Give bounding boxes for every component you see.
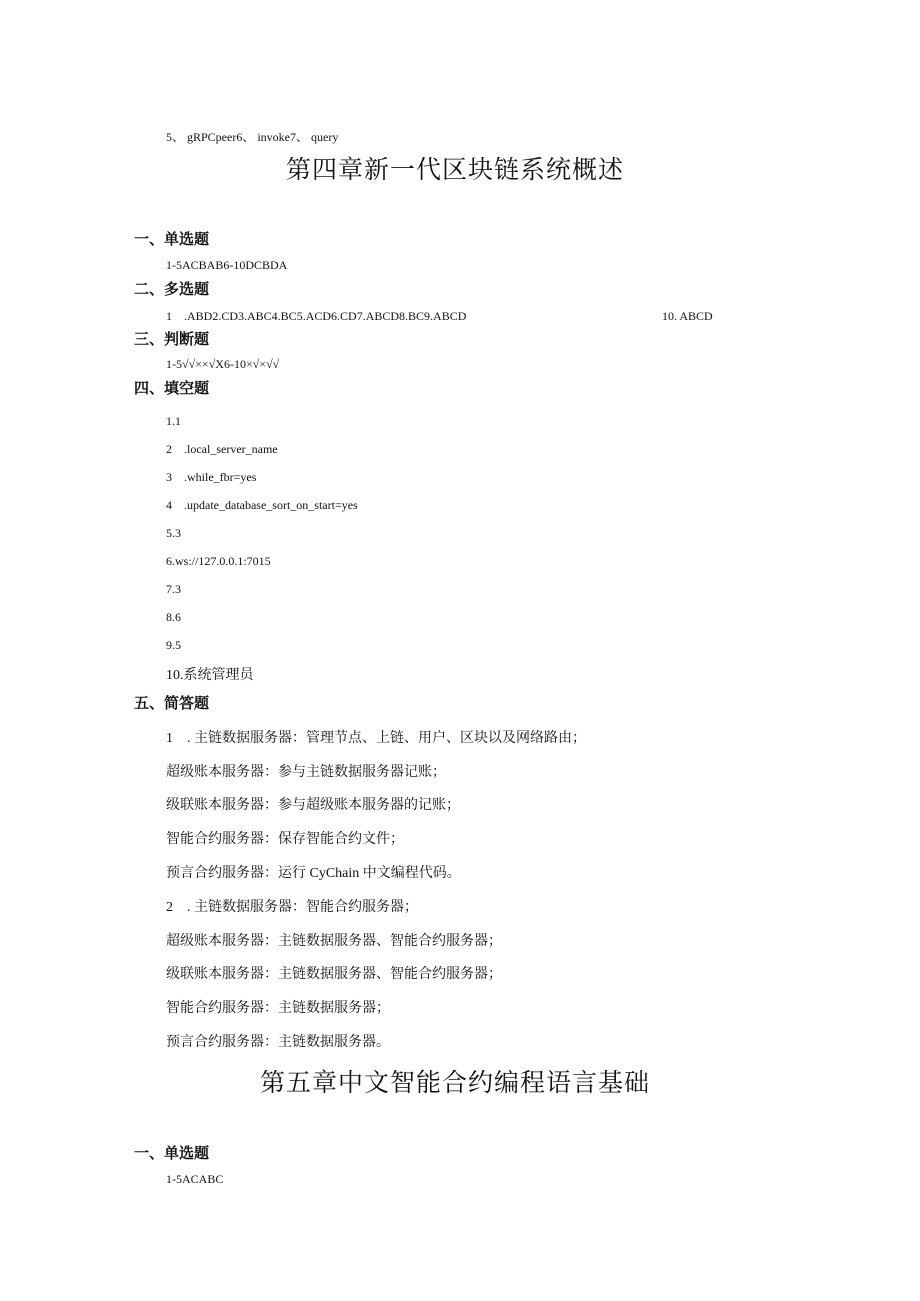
chapter-title: 第四章新一代区块链系统概述 [285,155,624,184]
list-item: 10.系统管理员 [166,668,254,683]
chapter-title: 第五章中文智能合约编程语言基础 [259,1068,650,1097]
answer-line: 1-5ACABC [166,1172,224,1186]
text-line: 级联账本服务器：参与超级账本服务器的记账； [166,798,460,813]
section-heading: 三、判断题 [134,330,210,348]
list-item: 9.5 [166,638,181,652]
answer-line: 1 .ABD2.CD3.ABC4.BC5.ACD6.CD7.ABCD8.BC9.ABCD [166,309,467,323]
text-line: 级联账本服务器：主链数据服务器、智能合约服务器； [166,967,502,982]
list-item: 7.3 [166,582,181,596]
section-heading: 一、单选题 [134,230,210,248]
text-line: 智能合约服务器：主链数据服务器； [166,1001,390,1016]
list-item: 3 .while_fbr=yes [166,470,257,484]
list-item: 1.1 [166,414,181,428]
section-heading: 五、简答题 [134,694,210,712]
text-line: 1 . 主链数据服务器：管理节点、上链、用户、区块以及网络路由； [166,731,586,746]
text-line: 智能合约服务器：保存智能合约文件； [166,832,404,847]
text-line: 预言合约服务器：主链数据服务器。 [166,1035,390,1050]
section-heading: 二、多选题 [134,280,210,298]
section-heading: 一、单选题 [134,1144,210,1162]
answer-line: 5、 gRPCpeer6、 invoke7、 query [166,130,339,144]
list-item: 6.ws://127.0.0.1:7015 [166,554,271,568]
answer-line-tail: 10. ABCD [662,309,713,323]
list-item: 8.6 [166,610,181,624]
list-item: 5.3 [166,526,181,540]
list-item: 2 .local_server_name [166,442,278,456]
section-heading: 四、填空题 [134,379,210,397]
text-line: 超级账本服务器：主链数据服务器、智能合约服务器； [166,934,502,949]
answer-line: 1-5ACBAB6-10DCBDA [166,258,288,272]
answer-line: 1-5√√××√X6-10×√×√√ [166,357,280,371]
text-line: 2 . 主链数据服务器：智能合约服务器； [166,900,418,915]
text-line: 预言合约服务器：运行 CyChain 中文编程代码。 [166,866,461,881]
text-line: 超级账本服务器：参与主链数据服务器记账； [166,765,446,780]
list-item: 4 .update_database_sort_on_start=yes [166,498,358,512]
